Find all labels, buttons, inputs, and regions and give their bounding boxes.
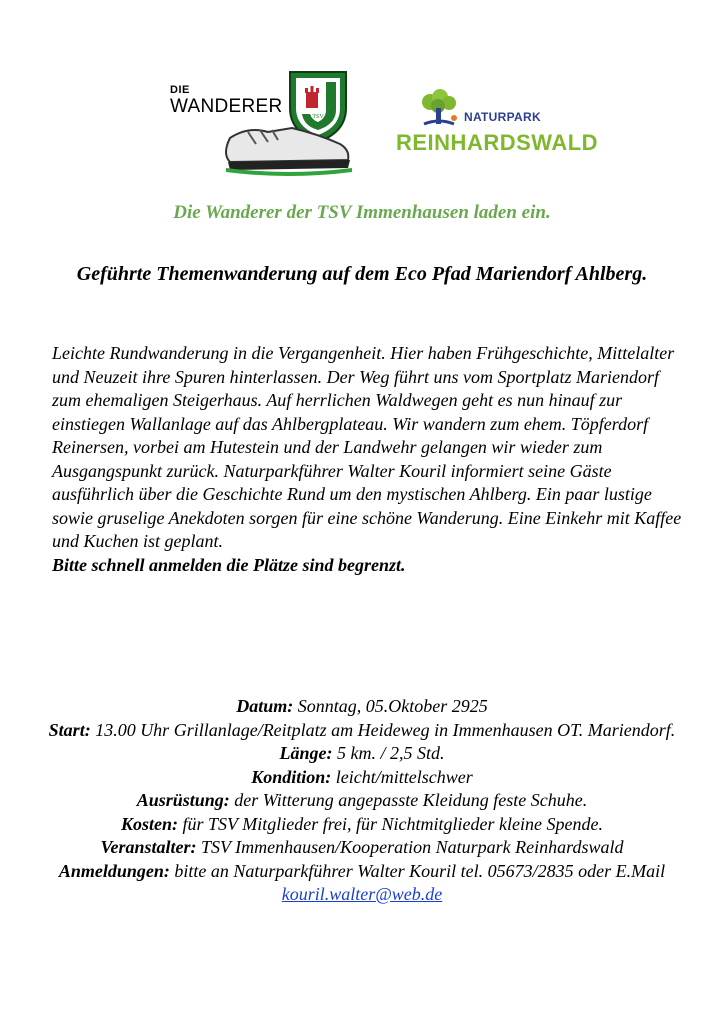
logo-naturpark-text: NATURPARK	[464, 110, 541, 124]
logo-die-text: DIE	[170, 84, 190, 96]
detail-datum: Datum: Sonntag, 05.Oktober 2925	[236, 696, 488, 716]
crest-badge-text: TSV	[312, 114, 324, 120]
email-link[interactable]: kouril.walter@web.de	[281, 884, 443, 904]
detail-anmeldungen: Anmeldungen: bitte an Naturparkführer Walter Kouril tel. 05673/2835 oder E.Mail kouril.walter@web.de	[58, 860, 666, 904]
description-text: Leichte Rundwanderung in die Vergangenheit. Hier haben Frühgeschichte, Mittelalter und Neuzeit ihre Spuren hinterlassen. Der Weg führt uns vom Sportplatz Mariendorf zum ehemaligen Steigerhaus. Auf herrlichen Waldwegen geht es nun hinauf zur einstiegen Wallanlage auf das Ahlbergplateau. Wir wandern zum ehem. Töpferdorf Reinersen, vorbei am Hutestein und der Landwehr gelangen wir wieder zum Ausgangspunkt zurück. Naturparkführer Walter Kouril informiert seine Gäste ausführlich über die Geschichte Rund um den mystischen Ahlberg. Ein paar lustige sowie gruselige Anekdoten sorgen für eine schöne Wanderung. Eine Einkehr mit Kaffee und Kuchen ist geplant.	[52, 343, 682, 551]
naturpark-logo	[394, 88, 599, 158]
wanderer-logo	[168, 68, 358, 180]
description-block	[52, 342, 684, 577]
detail-laenge: Länge: 5 km. / 2,5 Std.	[279, 743, 445, 763]
registration-notice: Bitte schnell anmelden die Plätze sind begrenzt.	[52, 554, 406, 575]
hiking-shoe-crest-icon	[168, 68, 358, 180]
detail-kosten: Kosten: für TSV Mitglieder frei, für Nichtmitglieder kleine Spende.	[121, 813, 603, 834]
logo-wanderer-text: WANDERER	[170, 96, 283, 117]
detail-veranstalter: Veranstalter: TSV Immenhausen/Kooperation Naturpark Reinhardswald	[100, 837, 624, 857]
detail-ausruestung: Ausrüstung: der Witterung angepasste Kleidung feste Schuhe.	[136, 790, 588, 810]
tree-icon	[416, 88, 462, 132]
invite-line: Die Wanderer der TSV Immenhausen laden ein.	[173, 202, 551, 223]
logo-reinhardswald-text: REINHARDSWALD	[396, 130, 599, 155]
detail-kondition: Kondition: leicht/mittelschwer	[251, 766, 473, 787]
detail-start: Start: 13.00 Uhr Grillanlage/Reitplatz am Heideweg in Immenhausen OT. Mariendorf.	[48, 719, 676, 740]
event-details	[40, 695, 684, 907]
page-title: Geführte Themenwanderung auf dem Eco Pfad Mariendorf Ahlberg.	[76, 263, 648, 285]
